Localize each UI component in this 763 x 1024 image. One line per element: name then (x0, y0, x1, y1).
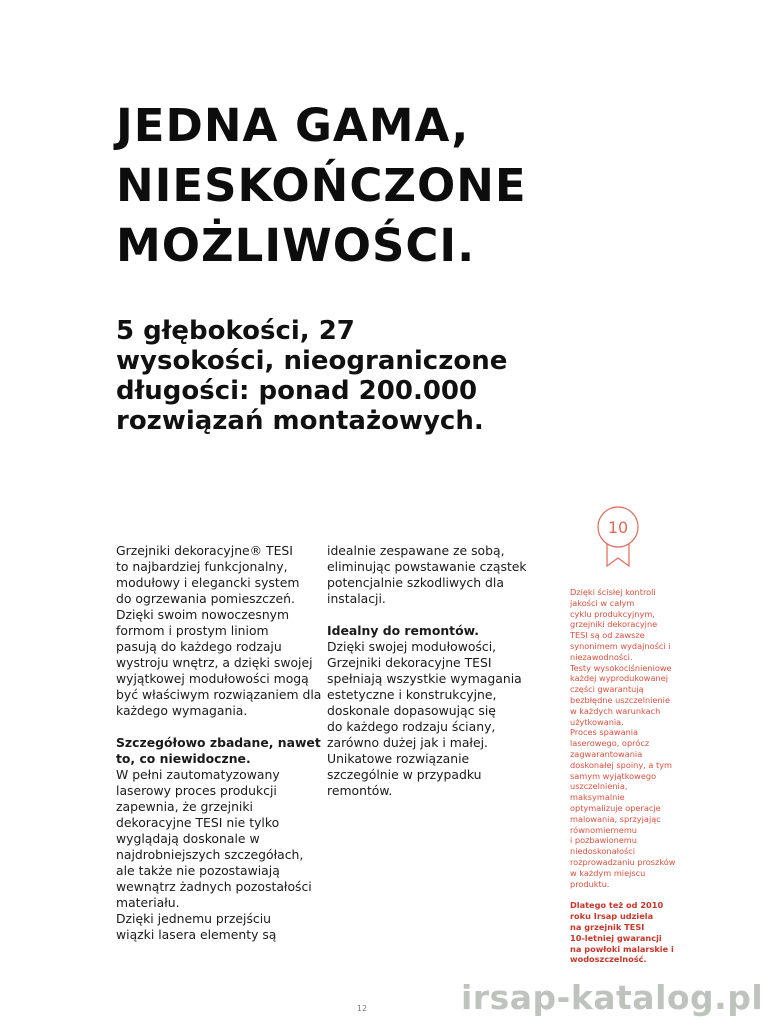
text-line: być właściwym rozwiązaniem dla (116, 687, 322, 702)
sidebar-line: Proces spawania (570, 727, 639, 738)
sidebar-line: uszczelnienia, (570, 781, 628, 792)
text-line: wiązki lasera elementy są (116, 927, 277, 942)
text-line: do ogrzewania pomieszczeń. (116, 591, 295, 606)
warranty-ribbon-icon (588, 500, 648, 572)
detail-paragraph (116, 767, 316, 943)
sidebar-line: niezawodności. (570, 651, 633, 662)
text-line: to najbardziej funkcjonalny, (116, 559, 288, 574)
text-line: doskonale dopasowując się (327, 703, 496, 718)
subheadline-line: 5 głębokości, 27 (116, 316, 355, 346)
sidebar-line: 10-letniej gwarancji (570, 932, 662, 943)
page-number: 12 (356, 1004, 368, 1013)
text-line: remontów. (327, 783, 393, 798)
text-line: najdrobniejszych szczegółach, (116, 847, 304, 862)
text-line: szczególnie w przypadku (327, 767, 482, 782)
sidebar-line: i pozbawionemu (570, 835, 637, 846)
badge-number: 10 (607, 518, 629, 537)
text-line: formom i prostym liniom (116, 623, 269, 638)
subheadline-line: rozwiązań montażowych. (116, 406, 484, 436)
sidebar-line: doskonałej spoiny, a tym (570, 759, 673, 770)
text-line: wyjątkowej modułowości mogą (116, 671, 309, 686)
section-heading-renovation (327, 623, 527, 639)
sidebar-line: synonimem wydajności i (570, 640, 671, 651)
sidebar-line: w każdym miejscu (570, 867, 646, 878)
text-line: wystroju wnętrz, a dzięki swojej (116, 655, 313, 670)
sidebar-line: rozprowadzaniu proszków (570, 856, 676, 867)
text-line: eliminując powstawanie cząstek (327, 559, 527, 574)
headline-line: MOŻLIWOŚCI. (116, 219, 476, 272)
sidebar-line: wodoszczelność. (570, 954, 647, 965)
sidebar-line: na powłoki malarskie i (570, 943, 674, 954)
heading-line: Idealny do remontów. (327, 623, 479, 638)
sidebar-quality-note (570, 587, 690, 965)
sidebar-line: bezbłędne uszczelnienie (570, 694, 670, 705)
sidebar-line: grzejniki dekoracyjne (570, 619, 658, 630)
sidebar-line: samym wyjątkowego (570, 770, 657, 781)
text-line: do każdego rodzaju ściany, (327, 719, 496, 734)
sidebar-warranty-highlight (570, 900, 690, 965)
intro-paragraph (116, 543, 322, 719)
text-line: potencjalnie szkodliwych dla (327, 575, 504, 590)
sidebar-line: cyklu produkcyjnym, (570, 608, 655, 619)
subheadline (116, 316, 596, 436)
continuation-paragraph (327, 543, 527, 607)
sidebar-line: Dzięki ścisłej kontroli (570, 587, 656, 597)
sidebar-line: optymalizuje operacje (570, 802, 661, 813)
sidebar-line: produktu. (570, 878, 610, 889)
sidebar-line: w każdych warunkach (570, 705, 661, 716)
subheadline-line: wysokości, nieograniczone (116, 346, 508, 376)
sidebar-line: na grzejnik TESI (570, 921, 645, 932)
sidebar-line: Dlatego też od 2010 (570, 900, 664, 911)
headline (116, 96, 676, 276)
text-line: spełniają wszystkie wymagania (327, 671, 522, 686)
renovation-paragraph (327, 639, 527, 799)
text-line: wyglądają doskonale w (116, 831, 260, 846)
sidebar-line: jakości w całym (570, 597, 635, 608)
text-line: modułowy i elegancki system (116, 575, 300, 590)
text-line: zapewnia, że grzejniki (116, 799, 253, 814)
heading-line: Szczegółowo zbadane, nawet (116, 735, 321, 750)
sidebar-line: malowania, sprzyjając (570, 813, 661, 824)
text-line: idealnie zespawane ze sobą, (327, 543, 505, 558)
sidebar-body (570, 587, 690, 889)
text-line: ale także nie pozostawiają (116, 863, 280, 878)
sidebar-line: maksymalnie (570, 792, 625, 803)
text-line: dekoracyjne TESI nie tylko (116, 815, 280, 830)
text-line: zarówno dużej jak i małej. (327, 735, 488, 750)
text-line: laserowy proces produkcji (116, 783, 277, 798)
text-line: wewnątrz żadnych pozostałości (116, 879, 312, 894)
subheadline-line: długości: ponad 200.000 (116, 376, 478, 406)
text-line: Grzejniki dekoracyjne® TESI (116, 543, 293, 558)
text-line: Grzejniki dekoracyjne TESI (327, 655, 492, 670)
sidebar-line: każdej wyprodukowanej (570, 673, 669, 684)
warranty-ribbon-graphic (588, 500, 648, 572)
headline-line: NIESKOŃCZONE (116, 159, 527, 212)
text-line: pasują do każdego rodzaju (116, 639, 282, 654)
text-line: każdego wymagania. (116, 703, 248, 718)
sidebar-line: zagwarantowania (570, 748, 643, 759)
section-heading-detail (116, 735, 321, 767)
sidebar-line: roku Irsap udziela (570, 911, 654, 922)
sidebar-line: części gwarantują (570, 684, 644, 695)
sidebar-line: równomiernemu (570, 824, 637, 835)
sidebar-line: laserowego, oprócz (570, 738, 650, 749)
sidebar-line: TESI są od zawsze (570, 630, 645, 641)
text-line: Dzięki swoim nowoczesnym (116, 607, 290, 622)
text-line: estetyczne i konstrukcyjne, (327, 687, 497, 702)
text-line: materiału. (116, 895, 180, 910)
heading-line: to, co niewidoczne. (116, 751, 251, 766)
text-line: Dzięki swojej modułowości, (327, 639, 497, 654)
body-column-left (116, 543, 322, 943)
text-line: instalacji. (327, 591, 386, 606)
body-column-middle (327, 543, 527, 799)
text-line: Dzięki jednemu przejściu (116, 911, 272, 926)
site-watermark: irsap-katalog.pl (461, 978, 763, 1017)
sidebar-line: niedoskonałości (570, 846, 636, 857)
headline-line: JEDNA GAMA, (116, 99, 470, 152)
sidebar-line: Testy wysokociśnieniowe (570, 662, 672, 673)
sidebar-line: użytkowania. (570, 716, 624, 727)
text-line: W pełni zautomatyzowany (116, 767, 280, 782)
text-line: Unikatowe rozwiązanie (327, 751, 470, 766)
